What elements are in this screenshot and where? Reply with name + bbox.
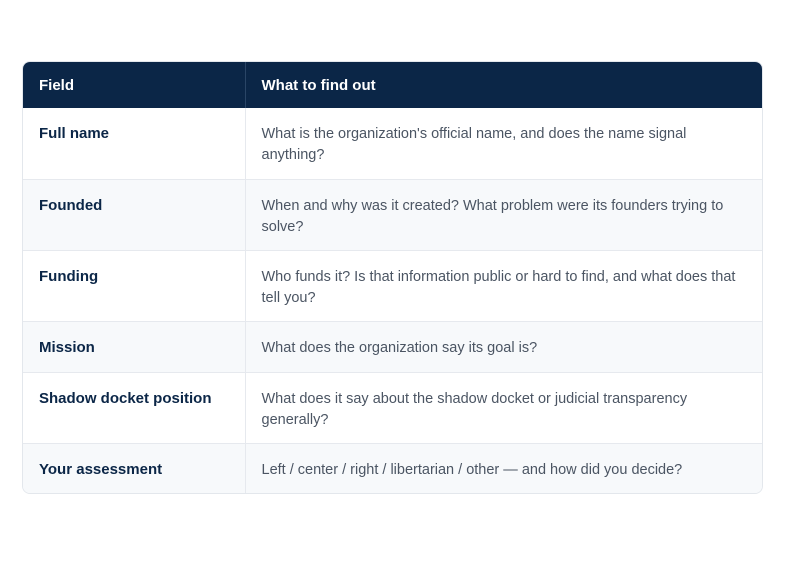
row-question-text: Left / center / right / libertarian / other — and how did you decide? — [245, 443, 762, 493]
table-row — [23, 443, 762, 493]
row-question-text: Who funds it? Is that information public or hard to find, and what does that tell you? — [245, 250, 762, 321]
row-question-text: What is the organization's official name, and does the name signal anything? — [245, 108, 762, 179]
table-body — [23, 108, 762, 493]
row-field-label: Shadow docket position — [23, 372, 245, 443]
row-field-label: Funding — [23, 250, 245, 321]
table-row — [23, 250, 762, 321]
table-row — [23, 321, 762, 372]
header-row — [23, 62, 762, 108]
header-question: What to find out — [245, 62, 762, 108]
row-question-text: When and why was it created? What problem were its founders trying to solve? — [245, 179, 762, 250]
header-field: Field — [23, 62, 245, 108]
table-row — [23, 108, 762, 179]
row-field-label: Founded — [23, 179, 245, 250]
research-table-grid — [23, 62, 762, 493]
row-field-label: Mission — [23, 321, 245, 372]
table-header — [23, 62, 762, 108]
row-field-label: Your assessment — [23, 443, 245, 493]
research-table — [22, 61, 763, 494]
table-row — [23, 372, 762, 443]
row-field-label: Full name — [23, 108, 245, 179]
row-question-text: What does it say about the shadow docket or judicial transparency generally? — [245, 372, 762, 443]
table-row — [23, 179, 762, 250]
row-question-text: What does the organization say its goal is? — [245, 321, 762, 372]
